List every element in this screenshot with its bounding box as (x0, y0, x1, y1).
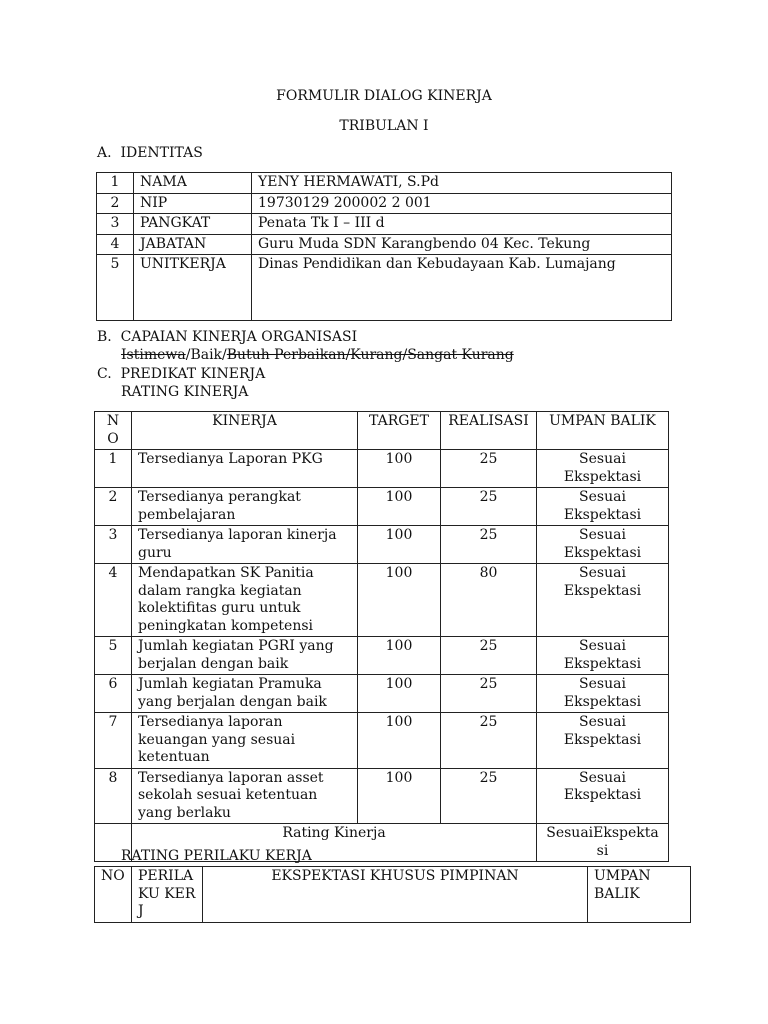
separator: / (185, 347, 191, 363)
header-no: N O (95, 412, 132, 450)
rating-perilaku-table (94, 866, 691, 923)
row-target: 100 (358, 564, 441, 637)
row-label: UNITKERJA (134, 255, 252, 321)
table-header-row (95, 412, 669, 450)
rating-kinerja-table (94, 411, 669, 862)
row-kinerja: Jumlah kegiatan PGRI yang berjalan dengan baik (132, 637, 358, 675)
row-kinerja: Tersedianya Laporan PKG (132, 450, 358, 488)
table-row (95, 713, 669, 769)
row-number: 1 (95, 450, 132, 488)
row-number: 1 (97, 173, 134, 194)
row-target: 100 (358, 488, 441, 526)
row-umpan-balik: Sesuai Ekspektasi (537, 526, 669, 564)
row-realisasi: 25 (441, 768, 537, 824)
row-number: 4 (95, 564, 132, 637)
header-umpan-balik: UMPAN BALIK (537, 412, 669, 450)
row-value: Guru Muda SDN Karangbendo 04 Kec. Tekung (252, 234, 672, 255)
table-header-row (95, 867, 691, 923)
row-number: 6 (95, 675, 132, 713)
header-perilaku: PERILAKU KERJ (132, 867, 203, 923)
form-title: FORMULIR DIALOG KINERJA (276, 88, 492, 104)
row-value: 19730129 200002 2 001 (252, 193, 672, 214)
row-realisasi: 80 (441, 564, 537, 637)
row-number: 3 (97, 214, 134, 235)
row-target: 100 (358, 526, 441, 564)
option-baik: Baik (190, 347, 223, 363)
row-umpan-balik: Sesuai Ekspektasi (537, 713, 669, 769)
row-number: 8 (95, 768, 132, 824)
header-umpan-balik: UMPAN BALIK (588, 867, 691, 923)
header-ekspektasi: EKSPEKTASI KHUSUS PIMPINAN (203, 867, 588, 923)
row-kinerja: Tersedianya laporan asset sekolah sesuai ketentuan yang berlaku (132, 768, 358, 824)
row-number: 4 (97, 234, 134, 255)
row-umpan-balik: Sesuai Ekspektasi (537, 450, 669, 488)
row-kinerja: Mendapatkan SK Panitia dalam rangka kegiatan kolektifitas guru untuk peningkatan kompetensi (132, 564, 358, 637)
table-row (97, 214, 672, 235)
rating-kinerja-heading: RATING KINERJA (121, 384, 249, 400)
row-kinerja: Tersedianya laporan keuangan yang sesuai ketentuan (132, 713, 358, 769)
row-realisasi: 25 (441, 526, 537, 564)
table-row (95, 637, 669, 675)
row-value: Penata Tk I – III d (252, 214, 672, 235)
row-number: 7 (95, 713, 132, 769)
rating-perilaku-heading: RATING PERILAKU KERJA (121, 848, 312, 864)
row-number: 5 (95, 637, 132, 675)
table-row (97, 193, 672, 214)
identitas-table (96, 172, 672, 321)
row-kinerja: Tersedianya laporan kinerja guru (132, 526, 358, 564)
row-realisasi: 25 (441, 675, 537, 713)
row-realisasi: 25 (441, 450, 537, 488)
separator: / (222, 347, 227, 363)
header-target: TARGET (358, 412, 441, 450)
row-realisasi: 25 (441, 637, 537, 675)
row-umpan-balik: Sesuai Ekspektasi (537, 637, 669, 675)
table-row (97, 255, 672, 321)
row-umpan-balik: Sesuai Ekspektasi (537, 675, 669, 713)
table-row (95, 450, 669, 488)
row-target: 100 (358, 637, 441, 675)
table-row (95, 564, 669, 637)
row-label: NAMA (134, 173, 252, 194)
capaian-options (121, 347, 514, 364)
row-kinerja: Tersedianya perangkat pembelajaran (132, 488, 358, 526)
footer-value: SesuaiEkspektasi (537, 824, 669, 862)
row-realisasi: 25 (441, 713, 537, 769)
table-row (95, 488, 669, 526)
row-number: 2 (97, 193, 134, 214)
header-kinerja: KINERJA (132, 412, 358, 450)
table-row (95, 526, 669, 564)
row-value: YENY HERMAWATI, S.Pd (252, 173, 672, 194)
row-label: PANGKAT (134, 214, 252, 235)
row-target: 100 (358, 768, 441, 824)
row-label: NIP (134, 193, 252, 214)
row-number: 2 (95, 488, 132, 526)
header-no: NO (95, 867, 132, 923)
row-number: 5 (97, 255, 134, 321)
row-kinerja: Jumlah kegiatan Pramuka yang berjalan dengan baik (132, 675, 358, 713)
section-c-heading: C. PREDIKAT KINERJA (97, 366, 266, 382)
row-umpan-balik: Sesuai Ekspektasi (537, 768, 669, 824)
option-others: Butuh Perbaikan/Kurang/Sangat Kurang (226, 347, 514, 363)
row-label: JABATAN (134, 234, 252, 255)
row-target: 100 (358, 675, 441, 713)
row-umpan-balik: Sesuai Ekspektasi (537, 488, 669, 526)
footer-label: Rating Kinerja (132, 824, 537, 862)
section-a-heading: A. IDENTITAS (97, 145, 203, 161)
row-target: 100 (358, 450, 441, 488)
header-realisasi: REALISASI (441, 412, 537, 450)
section-b-heading: B. CAPAIAN KINERJA ORGANISASI (97, 329, 358, 345)
row-number: 3 (95, 526, 132, 564)
table-row (95, 768, 669, 824)
table-row (97, 173, 672, 194)
table-row (95, 675, 669, 713)
form-subtitle: TRIBULAN I (339, 118, 429, 134)
row-target: 100 (358, 713, 441, 769)
table-row (97, 234, 672, 255)
row-value: Dinas Pendidikan dan Kebudayaan Kab. Lumajang (252, 255, 672, 321)
row-umpan-balik: Sesuai Ekspektasi (537, 564, 669, 637)
row-realisasi: 25 (441, 488, 537, 526)
option-istimewa: Istimewa (121, 347, 186, 363)
